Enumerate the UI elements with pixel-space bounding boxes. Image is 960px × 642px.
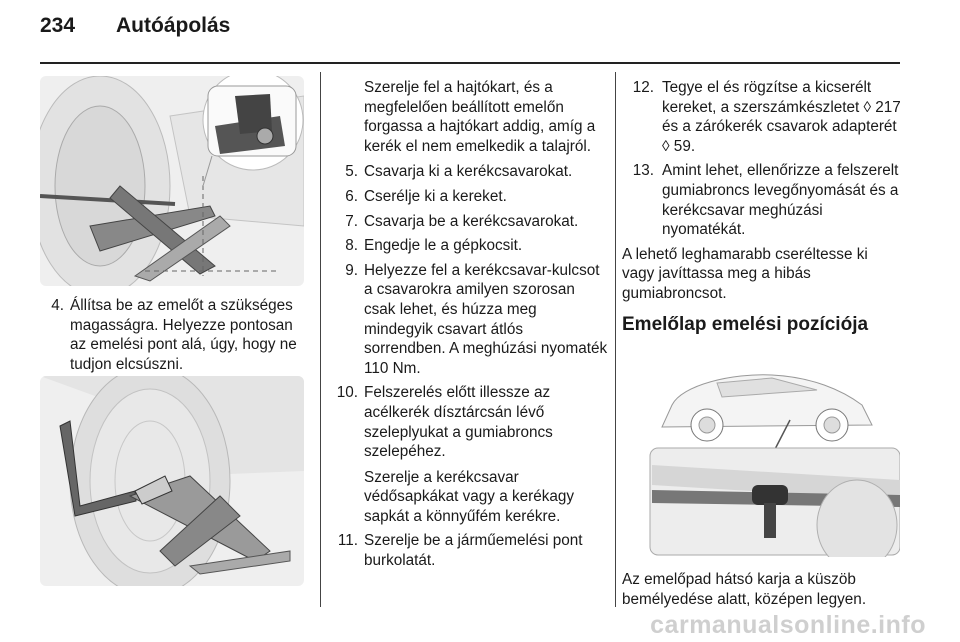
step-text: Amint lehet, ellenőrizze a felszerelt gumiabroncs levegőnyomását és a kerékcsavar meghúzási nyomatékát. [662, 162, 899, 239]
step-number: 8. [345, 237, 358, 255]
step-text: Engedje le a gépkocsit. [364, 237, 523, 255]
step-number: 5. [345, 163, 358, 181]
step-number: 13. [632, 162, 654, 180]
step-number: 7. [345, 212, 358, 230]
list-item-step-7 [336, 212, 608, 232]
step-number: 12. [632, 79, 654, 96]
column-1-text [42, 296, 306, 379]
step-10-extra: Szerelje a kerékcsavar védősapkákat vagy a kerékagy sapkát a könnyűfém kerékre. [364, 468, 575, 525]
step-text: Szerelje be a járműemelési pont burkolatát. [364, 532, 583, 570]
list-item-step-8 [336, 236, 608, 256]
step-text: Állítsa be az emelőt a szükséges magasságra. Helyezze pontosan az emelési pont alá, úgy, hogy ne tudjon elcsúszni. [70, 297, 297, 373]
step-text: Cserélje ki a kereket. [364, 187, 507, 205]
jack-position-illustration [40, 376, 304, 586]
step-number: 4. [51, 297, 64, 314]
note-paragraph: A lehető leghamarabb cseréltesse ki vagy javíttassa meg a hibás gumiabroncsot. [622, 245, 868, 302]
list-item-step-11 [336, 531, 608, 570]
step-text: Tegye el és rögzítse a kicserélt kereket, a szerszámkészletet ◊ 217 és a zárókerék csavarok adapterét ◊ 59. [662, 79, 901, 155]
column-3-text [622, 78, 904, 344]
jack-crank-illustration [40, 76, 304, 286]
column-2-text [336, 78, 608, 576]
page-number: 234 [40, 14, 76, 37]
list-item-step-10 [336, 383, 608, 526]
step-number: 6. [345, 187, 358, 205]
list-item-step-5 [336, 162, 608, 182]
step-text: Csavarja ki a kerékcsavarokat. [364, 163, 573, 181]
step-number: 9. [345, 261, 358, 279]
lift-point-illustration [622, 345, 900, 557]
list-item-step-4 [42, 296, 306, 374]
page-title: Autóápolás [116, 14, 231, 37]
step-text: Helyezze fel a kerékcsavar-kulcsot a csavarokra amilyen szorosan csak lehet, és húzza meg mindegyik csavart átlós sorrendben. A meghúzási nyomaték 110 Nm. [364, 261, 608, 377]
section-heading: Emelőlap emelési pozíciója [622, 313, 869, 335]
step-4-continuation: Szerelje fel a hajtókart, és a megfelelően beállított emelőn forgassa a hajtókart addig, amíg a kerék el nem emelkedik a talajról. [364, 79, 596, 155]
list-item-step-13 [622, 161, 904, 239]
list-item-step-12 [622, 78, 904, 156]
step-text: Felszerelés előtt illessze az acélkerék dísztárcsán lévő szeleplyukat a gumiabroncs szelepéhez. [364, 384, 553, 461]
step-number: 11. [337, 532, 358, 550]
column-divider-1 [320, 72, 321, 607]
step-text: Csavarja be a kerékcsavarokat. [364, 212, 579, 230]
caption: Az emelőpad hátsó karja a küszöb bemélyedése alatt, középen legyen. [622, 571, 867, 608]
step-number: 10. [336, 384, 358, 402]
watermark: carmanualsonline.info [650, 611, 926, 639]
caption-block [622, 570, 904, 609]
list-item-step-6 [336, 187, 608, 207]
header-rule [40, 62, 900, 64]
column-divider-2 [615, 72, 616, 607]
list-item-step-9 [336, 261, 608, 379]
